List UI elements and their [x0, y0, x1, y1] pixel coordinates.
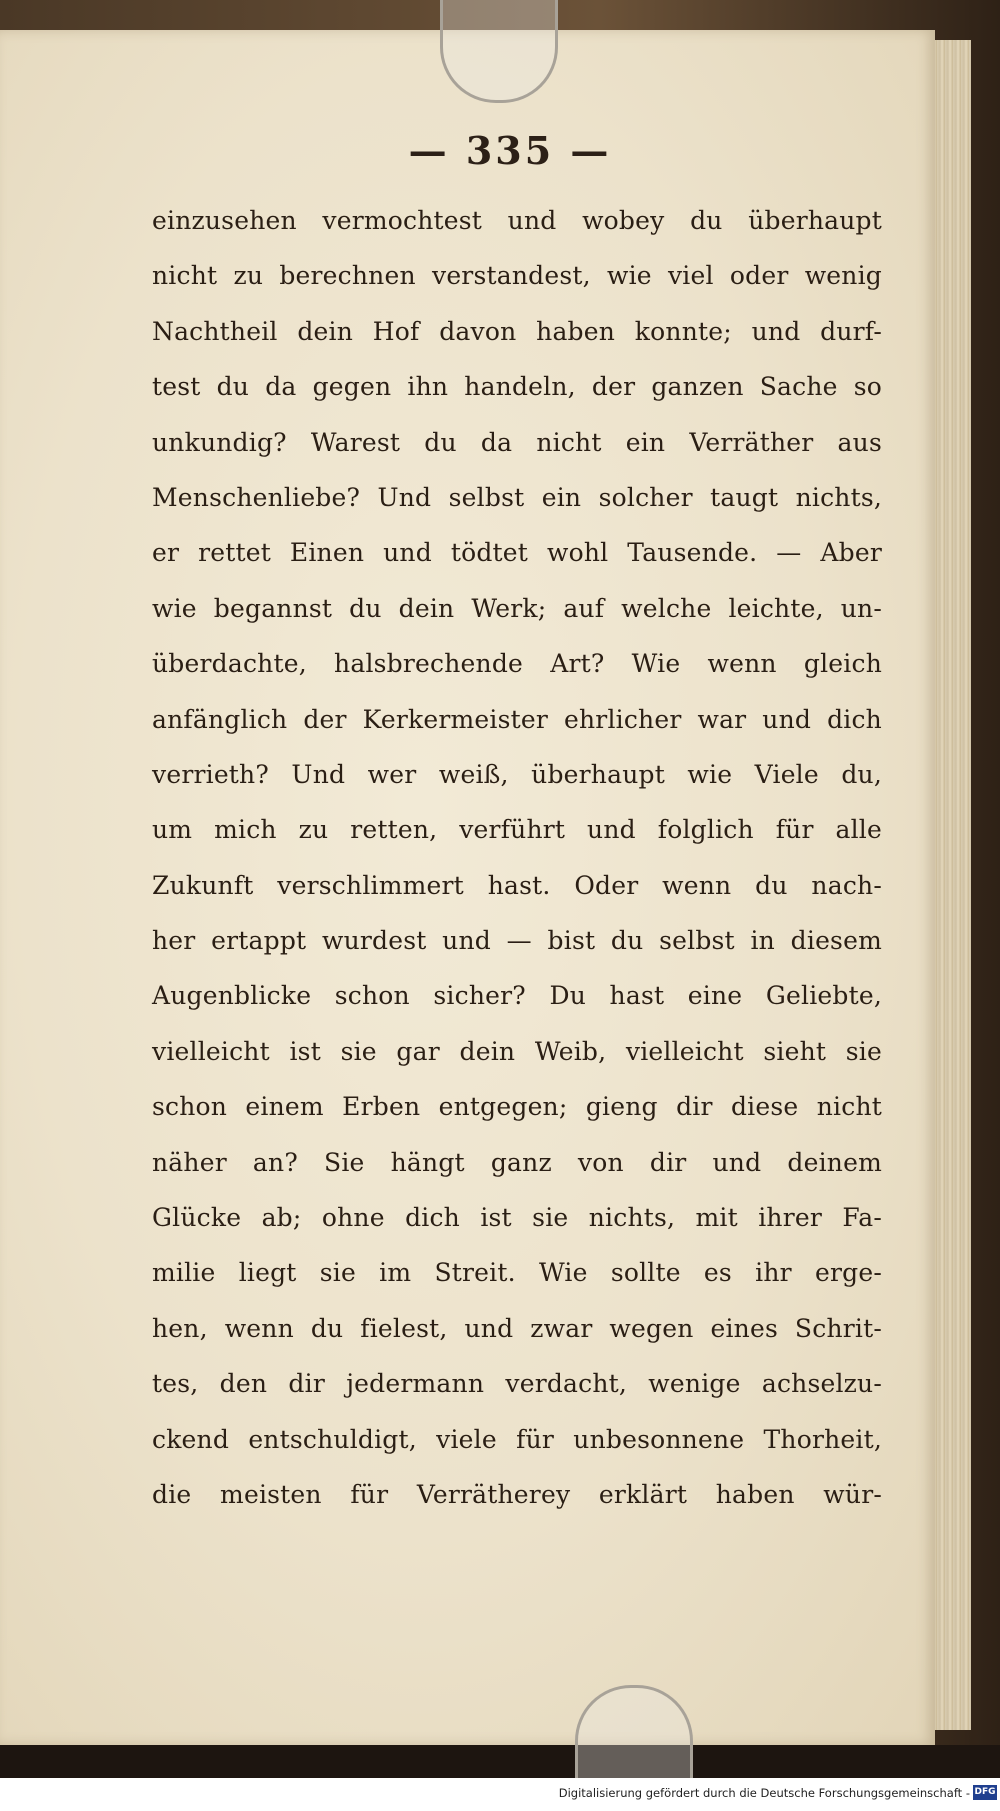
text-line: überdachte, halsbrechende Art? Wie wenn gleich — [152, 649, 882, 679]
text-line: vielleicht ist sie gar dein Weib, vielleicht sieht sie — [152, 1036, 882, 1066]
text-line: her ertappt wurdest und — bist du selbst in diesem — [152, 926, 882, 956]
text-line: schon einem Erben entgegen; gieng dir diese nicht — [152, 1092, 882, 1122]
text-line: er rettet Einen und tödtet wohl Tausende. — Aber — [152, 538, 882, 568]
digitization-footer — [0, 1778, 1000, 1811]
text-line: test du da gegen ihn handeln, der ganzen Sache so — [152, 372, 882, 402]
text-line: hen, wenn du fielest, und zwar wegen eines Schrit- — [152, 1313, 882, 1343]
text-line: nicht zu berechnen verstandest, wie viel oder wenig — [152, 261, 882, 291]
text-line: unkundig? Warest du da nicht ein Verräther aus — [152, 427, 882, 457]
page-body — [152, 193, 882, 1522]
text-line: anfänglich der Kerkermeister ehrlicher war und dich — [152, 704, 882, 734]
text-line: Nachtheil dein Hof davon haben konnte; und durf- — [152, 316, 882, 346]
text-line: Menschenliebe? Und selbst ein solcher taugt nichts, — [152, 482, 882, 512]
text-line: milie liegt sie im Streit. Wie sollte es ihr erge- — [152, 1258, 882, 1288]
text-line: tes, den dir jedermann verdacht, wenige achselzu- — [152, 1369, 882, 1399]
text-line: Augenblicke schon sicher? Du hast eine Geliebte, — [152, 981, 882, 1011]
text-line: einzusehen vermochtest und wobey du überhaupt — [152, 206, 882, 235]
funding-credit: Digitalisierung gefördert durch die Deutsche Forschungsgemeinschaft - — [558, 1786, 970, 1800]
text-line: verrieth? Und wer weiß, überhaupt wie Viele du, — [152, 759, 882, 789]
text-line: die meisten für Verrätherey erklärt haben wür- — [152, 1479, 882, 1509]
paper-clip-top — [440, 0, 558, 103]
text-line: Glücke ab; ohne dich ist sie nichts, mit ihrer Fa- — [152, 1203, 882, 1233]
text-line: Zukunft verschlimmert hast. Oder wenn du nach- — [152, 870, 882, 900]
text-line: wie begannst du dein Werk; auf welche leichte, un- — [152, 593, 882, 623]
paper-clip-bottom — [575, 1685, 693, 1788]
dfg-logo: DFG — [973, 1785, 997, 1800]
scan-bottom-edge — [0, 1745, 1000, 1778]
text-line: ckend entschuldigt, viele für unbesonnene Thorheit, — [152, 1424, 882, 1454]
text-line: um mich zu retten, verführt und folglich für alle — [152, 815, 882, 845]
text-line: näher an? Sie hängt ganz von dir und deinem — [152, 1147, 882, 1177]
page-number: — 335 — — [408, 128, 612, 173]
